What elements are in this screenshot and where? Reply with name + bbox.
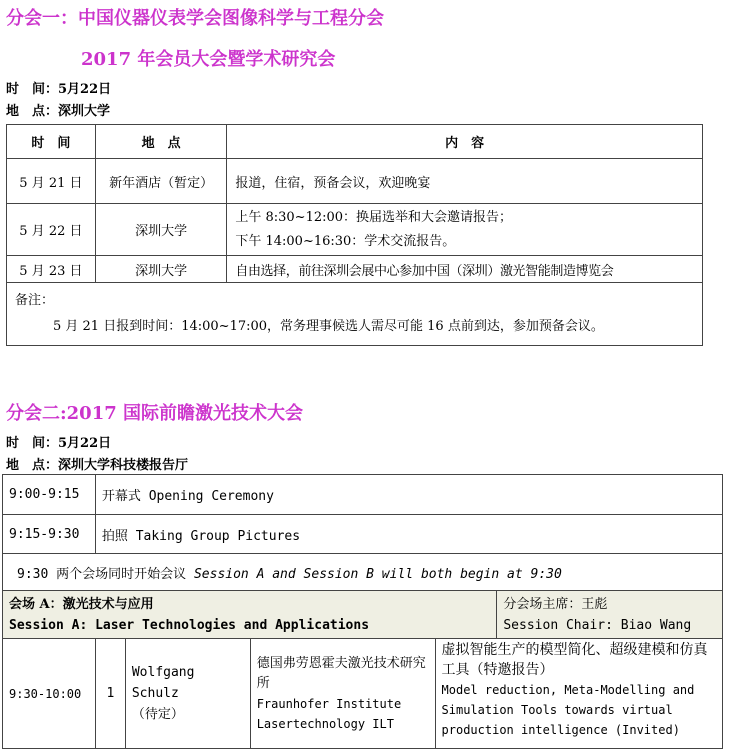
note-en: Session A and Session B will both begin at 9:30 bbox=[193, 566, 562, 582]
row-event: 开幕式 Opening Ceremony bbox=[95, 475, 722, 515]
chair-cell bbox=[497, 591, 723, 639]
table-header-row bbox=[7, 125, 703, 159]
place-value: 深圳大学科技楼报告厅 bbox=[58, 458, 189, 473]
header-content: 内 容 bbox=[227, 125, 703, 159]
header-time: 时 间 bbox=[7, 125, 96, 159]
place-label: 地 点： bbox=[6, 104, 59, 119]
row-place: 深圳大学 bbox=[95, 204, 227, 256]
row-time: 9:15-9:30 bbox=[3, 515, 96, 554]
table-row bbox=[7, 159, 703, 204]
remark-label: 备注： bbox=[15, 293, 55, 308]
time-label: 时 间： bbox=[6, 436, 59, 451]
schedule-table-2 bbox=[2, 474, 723, 749]
content-line: 下午 14:00~16:30：学术交流报告。 bbox=[235, 233, 456, 249]
affil-en: Fraunhofer Institute Lasertechnology ILT bbox=[256, 696, 402, 731]
schedule-table-1 bbox=[6, 124, 703, 346]
talk-title bbox=[435, 639, 722, 749]
remark-text: 5 月 21 日报到时间：14:00~17:00，常务理事候选人需尽可能 16 点前到达，参加预备会议。 bbox=[53, 319, 604, 334]
section2-time bbox=[6, 432, 111, 451]
table-row bbox=[7, 204, 703, 256]
talk-time: 9:30-10:00 bbox=[3, 639, 96, 749]
remark-cell bbox=[7, 283, 703, 346]
session-cell bbox=[3, 591, 497, 639]
time-label: 时 间： bbox=[6, 82, 59, 97]
content-line: 上午 8:30~12:00：换届选举和大会邀请报告； bbox=[235, 209, 513, 225]
section2-title: 分会二:2017 国际前瞻激光技术大会 bbox=[6, 403, 304, 424]
note-cell bbox=[3, 554, 723, 591]
table-row bbox=[3, 475, 723, 515]
talk-row bbox=[3, 639, 723, 749]
time-value: 5月22日 bbox=[58, 436, 112, 451]
note-row bbox=[3, 554, 723, 591]
row-date: 5 月 21 日 bbox=[7, 159, 96, 204]
row-place: 新年酒店（暂定） bbox=[95, 159, 227, 204]
note-cn: 9:30 两个会场同时开始会议 bbox=[17, 566, 187, 582]
row-content bbox=[227, 204, 703, 256]
time-value: 5月22日 bbox=[58, 82, 112, 97]
chair-en: Session Chair: Biao Wang bbox=[503, 617, 692, 633]
row-date: 5 月 22 日 bbox=[7, 204, 96, 256]
table-row bbox=[3, 515, 723, 554]
session-row bbox=[3, 591, 723, 639]
row-time: 9:00-9:15 bbox=[3, 475, 96, 515]
section2-place bbox=[6, 454, 188, 473]
talk-speaker bbox=[125, 639, 250, 749]
section1-subtitle: 2017 年会员大会暨学术研究会 bbox=[81, 49, 336, 70]
row-event: 拍照 Taking Group Pictures bbox=[95, 515, 722, 554]
remark-row bbox=[7, 283, 703, 346]
section1-time bbox=[6, 78, 111, 97]
title-en: Model reduction, Meta-Modelling and Simulation Tools towards virtual production intelligence (Invited) bbox=[441, 683, 695, 737]
chair-cn: 分会场主席：王彪 bbox=[503, 596, 608, 612]
session-cn: 会场 A：激光技术与应用 bbox=[9, 596, 154, 612]
row-date: 5 月 23 日 bbox=[7, 256, 96, 283]
talk-no: 1 bbox=[95, 639, 125, 749]
table-row bbox=[7, 256, 703, 283]
row-content: 报道，住宿，预备会议，欢迎晚宴 bbox=[227, 159, 703, 204]
section1-place bbox=[6, 100, 110, 119]
affil-cn: 德国弗劳恩霍夫激光技术研究所 bbox=[256, 655, 426, 691]
header-place: 地 点 bbox=[95, 125, 227, 159]
speaker-line: （待定） bbox=[131, 707, 184, 722]
row-place: 深圳大学 bbox=[95, 256, 227, 283]
session-en: Session A: Laser Technologies and Applications bbox=[9, 617, 370, 633]
row-content: 自由选择，前往深圳会展中心参加中国（深圳）激光智能制造博览会 bbox=[227, 256, 703, 283]
title-cn: 虚拟智能生产的模型简化、超级建模和仿真工具（特邀报告） bbox=[441, 642, 708, 678]
place-label: 地 点： bbox=[6, 458, 59, 473]
place-value: 深圳大学 bbox=[58, 104, 111, 119]
speaker-line: Wolfgang bbox=[131, 665, 195, 680]
section1-title: 分会一：中国仪器仪表学会图像科学与工程分会 bbox=[6, 8, 384, 29]
speaker-line: Schulz bbox=[131, 686, 179, 701]
talk-affiliation bbox=[250, 639, 435, 749]
